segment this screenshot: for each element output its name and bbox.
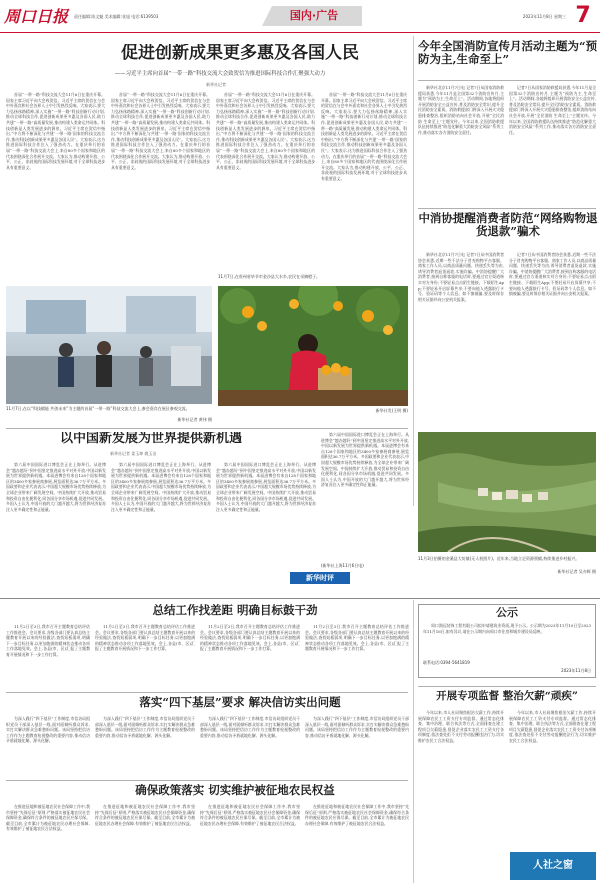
article3-headline: 中消协提醒消费者防范“网络购物退货退款”骗术 — [418, 212, 598, 239]
article2-col2: 记者7日从国家消防救援局获悉,今年11月是全国第32个消防宣传月,主题为“预防为主,生命至上”。活动期间,各地将组织开展消防安全公益宣传,普及消防安全常识,提升全民消防安全素质。消防救援部门将深入开展火灾隐患排查整治,组织消防站向社会开放,开展“全民消防 生命至上”主题宣传。今年以来,全国消防救援队伍持续推进“防范化解重大消防安全风险”系列工作,推动落实各方消防安全责任。 — [509, 85, 596, 135]
article3-body: 记者7日从中国消费者协会获悉,近期一些不法分子冒充购物平台客服、商家工作人员,以商品质量问题、快递丢失等为由,诱导消费者退货退款,实施诈骗。中消协提醒广大消费者,接到自称客服的电话时,要通过官方渠道核实对方身份;不要轻易点击陌生链接、下载陌生App;不要轻易开启屏幕共享;不要向他人透露银行卡号、验证码等个人信息。如不慎被骗,要及时保存相关证据并向公安机关报案。 — [418, 252, 504, 302]
article2-byline: 新华社北京11月7日电 — [426, 85, 465, 90]
column-tag-label: 人社之窗 — [533, 860, 573, 871]
article7-headline: 开展专项监督 整治欠薪“顽疾” — [436, 690, 578, 702]
page-number: 7 — [575, 3, 591, 28]
orange-photo-credit: 新华社发(王明 摄) — [375, 408, 408, 413]
article4-byline: 新华社记者 姜玉坤 姚玉洁 — [110, 451, 157, 456]
notice-title: 公示 — [496, 607, 518, 619]
article8-headline: 确保政策落实 切实维护被征地农民权益 — [135, 784, 335, 797]
masthead — [0, 0, 600, 34]
article8-col1: 在推进征地和被征地农民社会保障工作中,我市坚持“先保后征”原则,严格落实被征地农民社会保障资金,确保符合条件的被征地农民应保尽保。截至目前,全市累计为被征地农民办理社会保障,有效维护了被征地农民合法权益。 — [6, 804, 90, 832]
article2-rule — [418, 80, 596, 81]
orange-photo-caption: 11月7日,在贵州省毕节市金沙县大水乡,农民在采摘橙子。 — [218, 274, 321, 279]
lower-col-divider — [413, 600, 414, 883]
article1-col1: 首届“一带一路”科技交流大会11月6日在重庆开幕。国家主席习近平向大会致贺信。习近平主席的贺信在与会中外嘉宾和社会各界人士中引发热烈反响。大家表示,要大力弘扬丝路精神,深入实施“一带一路”科技创新行动计划,推动全球科技合作,促进创新成果更多惠及各国人民,助力共建“一带一路”高质量发展,推动构建人类命运共同体。科技创新是人类发展进步的源泉。习近平主席在贺信中指出,“中方将不断深化与共建‘一带一路’国家的科技交流合作,推动科技创新成果更多惠及各国人民”。大家表示,这为推进国际科技合作注入了强劲动力。在重庆举行的首届“一带一路”科技交流大会上,来自80多个国家和地区的代表围绕深化合作展开交流。大家认为,推动构建开放、公平、公正、非歧视的国际科技发展环境,对于全球科技进步具有重要意义。 — [6, 92, 105, 170]
article6-col3: 为深入践行“四下基层”工作制度,市信访局组织党员干部深入基层一线,面对面倾听群众诉求,实打实解决群众急难愁盼问题。该局坚持把信访工作作为主题教育检视整改的重要内容,推动信访矛盾就地化解、源头化解。 — [200, 716, 300, 738]
article7-top-rule — [418, 686, 596, 687]
masthead-rule — [0, 32, 600, 33]
village-photo-credit: 新华社记者 吴亦辉 摄 — [557, 569, 596, 574]
issue-date: 2023年11月8日 星期三 — [522, 14, 566, 19]
article2-headline: 今年全国消防宣传月活动主题为“预防为主,生命至上” — [418, 40, 598, 67]
article7-col2: 今年以来,市人社局聚焦根治欠薪工作,持续开展保障农民工工资支付专项监督。通过常态化排查、集中治理、联合执法等方式,全面排查在建工程项目欠薪隐患,督促企业落实农民工工资支付各项制度,依法查处拒不支付劳动报酬违法行为,切实维护农民工合法权益。 — [509, 710, 596, 743]
xinhua-commentary-tag — [290, 572, 350, 584]
article3-top-rule — [418, 208, 596, 209]
conference-photo-credit: 新华社记者 黄伟 摄 — [177, 417, 212, 422]
article6-col4: 为深入践行“四下基层”工作制度,市信访局组织党员干部深入基层一线,面对面倾听群众诉求,实打实解决群众急难愁盼问题。该局坚持把信访工作作为主题教育检视整改的重要内容,推动信访矛盾就地化解、源头化解。 — [305, 716, 409, 738]
article4-col2: 第六届中国国际进口博览会正在上海举行。从进博会“越办越好”到中国坚定推进高水平对外开放,中国以新发展为世界提供新机遇。本届进博会有来自128个国家和地区的3400多家参展商参展,展览面积达36.7万平方米。多国政要和企业代表表示,中国超大规模市场优势持续释放,为全球企业带来广阔发展空间。中国持续扩大开放,推动贸易和投资自由化便利化,同各国分享市场机遇,促进共同发展。多国人士认为,中国开放的大门越开越大,将为世界经济复苏注入更多确定性和正能量。 — [111, 462, 211, 512]
col-divider-right — [413, 36, 414, 506]
article5-col2: 11月2日至3日,我市召开主题教育总结评估工作推进会。会议要求,各级各部门要认真总结主题教育开展以来的经验做法,查找短板弱项,明确下一步目标任务,以更加饱满的精神状态推动各项工作落地见效。会上,各县(市、区)汇报了主题教育开展情况和下一步工作打算。 — [95, 624, 195, 652]
article8-col3: 在推进征地和被征地农民社会保障工作中,我市坚持“先保后征”原则,严格落实被征地农民社会保障资金,确保符合条件的被征地农民应保尽保。截至目前,全市累计为被征地农民办理社会保障,有效维护了被征地农民合法权益。 — [200, 804, 300, 826]
article2-body: 记者7日从国家消防救援局获悉,今年11月是全国第32个消防宣传月,主题为“预防为主,生命至上”。活动期间,各地将组织开展消防安全公益宣传,普及消防安全常识,提升全民消防安全素质。消防救援部门将深入开展火灾隐患排查整治,组织消防站向社会开放,开展“全民消防 生命至上”主题宣传。今年以来,全国消防救援队伍持续推进“防范化解重大消防安全风险”系列工作,推动落实各方消防安全责任。 — [418, 85, 504, 135]
article4-col4: 第六届中国国际进口博览会正在上海举行。从进博会“越办越好”到中国坚定推进高水平对外开放,中国以新发展为世界提供新机遇。本届进博会有来自128个国家和地区的3400多家参展商参展,展览面积达36.7万平方米。多国政要和企业代表表示,中国超大规模市场优势持续释放,为全球企业带来广阔发展空间。中国持续扩大开放,推动贸易和投资自由化便利化,同各国分享市场机遇,促进共同发展。多国人士认为,中国开放的大门越开越大,将为世界经济复苏注入更多确定性和正能量。 — [321, 432, 409, 488]
notice-body: 周口润远装饰工程有限公司拟申请建筑业资质,现予公示。公示期为2023年11月10日至2023年11月16日,如有异议,请在公示期内向周口市住房和城乡建设局反映。 — [423, 623, 591, 634]
xinhua-tag-label: 新华时评 — [306, 574, 334, 582]
newspaper-logo: 周口日报 — [4, 7, 69, 26]
notice-date: 2023年11月8日 — [561, 668, 591, 673]
orange-harvest-photo — [218, 286, 408, 406]
article5-headline: 总结工作找差距 明确目标鼓干劲 — [152, 604, 318, 617]
village-photo-caption: 11月3日拍摄的金溪县大坊镇(无人机照片)。近年来,当地立足资源禀赋,持续推进乡村振兴。 — [418, 556, 580, 561]
article5-col1: 11月2日至3日,我市召开主题教育总结评估工作推进会。会议要求,各级各部门要认真总结主题教育开展以来的经验做法,查找短板弱项,明确下一步目标任务,以更加饱满的精神状态推动各项工作落地见效。会上,各县(市、区)汇报了主题教育开展情况和下一步工作打算。 — [6, 624, 90, 657]
article8-col4: 在推进征地和被征地农民社会保障工作中,我市坚持“先保后征”原则,严格落实被征地农民社会保障资金,确保符合条件的被征地农民应保尽保。截至目前,全市累计为被征地农民办理社会保障,有效维护了被征地农民合法权益。 — [305, 804, 409, 826]
article4-dateline: (新华社上海11月6日电) — [321, 563, 364, 568]
conference-photo-art — [6, 286, 212, 404]
article5-col4: 11月2日至3日,我市召开主题教育总结评估工作推进会。会议要求,各级各部门要认真总结主题教育开展以来的经验做法,查找短板弱项,明确下一步目标任务,以更加饱满的精神状态推动各项工作落地见效。会上,各县(市、区)汇报了主题教育开展情况和下一步工作打算。 — [305, 624, 409, 652]
article1-col2: 首届“一带一路”科技交流大会11月6日在重庆开幕。国家主席习近平向大会致贺信。习近平主席的贺信在与会中外嘉宾和社会各界人士中引发热烈反响。大家表示,要大力弘扬丝路精神,深入实施“一带一路”科技创新行动计划,推动全球科技合作,促进创新成果更多惠及各国人民,助力共建“一带一路”高质量发展,推动构建人类命运共同体。科技创新是人类发展进步的源泉。习近平主席在贺信中指出,“中方将不断深化与共建‘一带一路’国家的科技交流合作,推动科技创新成果更多惠及各国人民”。大家表示,这为推进国际科技合作注入了强劲动力。在重庆举行的首届“一带一路”科技交流大会上,来自80多个国家和地区的代表围绕深化合作展开交流。大家认为,推动构建开放、公平、公正、非歧视的国际科技发展环境,对于全球科技进步具有重要意义。 — [111, 92, 210, 170]
article1-byline: 新华社记者 — [206, 82, 226, 87]
article5-col3: 11月2日至3日,我市召开主题教育总结评估工作推进会。会议要求,各级各部门要认真总结主题教育开展以来的经验做法,查找短板弱项,明确下一步目标任务,以更加饱满的精神状态推动各项工作落地见效。会上,各县(市、区)汇报了主题教育开展情况和下一步工作打算。 — [200, 624, 300, 652]
article1-col3: 首届“一带一路”科技交流大会11月6日在重庆开幕。国家主席习近平向大会致贺信。习近平主席的贺信在与会中外嘉宾和社会各界人士中引发热烈反响。大家表示,要大力弘扬丝路精神,深入实施“一带一路”科技创新行动计划,推动全球科技合作,促进创新成果更多惠及各国人民,助力共建“一带一路”高质量发展,推动构建人类命运共同体。科技创新是人类发展进步的源泉。习近平主席在贺信中指出,“中方将不断深化与共建‘一带一路’国家的科技交流合作,推动科技创新成果更多惠及各国人民”。大家表示,这为推进国际科技合作注入了强劲动力。在重庆举行的首届“一带一路”科技交流大会上,来自80多个国家和地区的代表围绕深化合作展开交流。大家认为,推动构建开放、公平、公正、非歧视的国际科技发展环境,对于全球科技进步具有重要意义。 — [216, 92, 315, 170]
orange-harvest-art — [218, 286, 408, 406]
conference-photo — [6, 286, 212, 404]
article6-top-rule — [6, 692, 408, 693]
article8-col2: 在推进征地和被征地农民社会保障工作中,我市坚持“先保后征”原则,严格落实被征地农民社会保障资金,确保符合条件的被征地农民应保尽保。截至目前,全市累计为被征地农民办理社会保障,有效维护了被征地农民合法权益。 — [95, 804, 195, 826]
article4-col3: 第六届中国国际进口博览会正在上海举行。从进博会“越办越好”到中国坚定推进高水平对外开放,中国以新发展为世界提供新机遇。本届进博会有来自128个国家和地区的3400多家参展商参展,展览面积达36.7万平方米。多国政要和企业代表表示,中国超大规模市场优势持续释放,为全球企业带来广阔发展空间。中国持续扩大开放,推动贸易和投资自由化便利化,同各国分享市场机遇,促进共同发展。多国人士认为,中国开放的大门越开越大,将为世界经济复苏注入更多确定性和正能量。 — [216, 462, 316, 512]
conference-photo-caption: 11月7日,在以“科技赋能 共创未来”为主题的首届“一带一路”科技交流大会上,参会嘉宾在展区参观交流。 — [6, 406, 190, 411]
article1-headline: 促进创新成果更多惠及各国人民 — [121, 44, 359, 63]
lower-section-rule — [0, 598, 600, 599]
article1-subheadline: ——习近平主席向首届“一带一路”科技交流大会致贺信为推进国际科技合作汇聚强大动力 — [114, 71, 326, 77]
article3-byline: 新华社北京11月7日电 — [426, 252, 465, 257]
article3-col1 — [418, 252, 504, 430]
article4-col1: 第六届中国国际进口博览会正在上海举行。从进博会“越办越好”到中国坚定推进高水平对外开放,中国以新发展为世界提供新机遇。本届进博会有来自128个国家和地区的3400多家参展商参展,展览面积达36.7万平方米。多国政要和企业代表表示,中国超大规模市场优势持续释放,为全球企业带来广阔发展空间。中国持续扩大开放,推动贸易和投资自由化便利化,同各国分享市场机遇,促进共同发展。多国人士认为,中国开放的大门越开越大,将为世界经济复苏注入更多确定性和正能量。 — [6, 462, 106, 512]
article4-top-rule — [6, 428, 408, 429]
notice-contact: 联系电话:0394-5641819 — [423, 660, 470, 665]
article6-col1: 为深入践行“四下基层”工作制度,市信访局组织党员干部深入基层一线,面对面倾听群众诉求,实打实解决群众急难愁盼问题。该局坚持把信访工作作为主题教育检视整改的重要内容,推动信访矛盾就地化解、源头化解。 — [6, 716, 90, 744]
notice-box — [418, 604, 596, 678]
village-photo — [418, 432, 596, 552]
village-photo-art — [418, 432, 596, 552]
article8-top-rule — [6, 780, 408, 781]
article1-col4: 首届“一带一路”科技交流大会11月6日在重庆开幕。国家主席习近平向大会致贺信。习近平主席的贺信在与会中外嘉宾和社会各界人士中引发热烈反响。大家表示,要大力弘扬丝路精神,深入实施“一带一路”科技创新行动计划,推动全球科技合作,促进创新成果更多惠及各国人民,助力共建“一带一路”高质量发展,推动构建人类命运共同体。科技创新是人类发展进步的源泉。习近平主席在贺信中指出,“中方将不断深化与共建‘一带一路’国家的科技交流合作,推动科技创新成果更多惠及各国人民”。大家表示,这为推进国际科技合作注入了强劲动力。在重庆举行的首届“一带一路”科技交流大会上,来自80多个国家和地区的代表围绕深化合作展开交流。大家认为,推动构建开放、公平、公正、非歧视的国际科技发展环境,对于全球科技进步具有重要意义。 — [321, 92, 407, 181]
article3-col2: 记者7日从中国消费者协会获悉,近期一些不法分子冒充购物平台客服、商家工作人员,以商品质量问题、快递丢失等为由,诱导消费者退货退款,实施诈骗。中消协提醒广大消费者,接到自称客服的电话时,要通过官方渠道核实对方身份;不要轻易点击陌生链接、下载陌生App;不要轻易开启屏幕共享;不要向他人透露银行卡号、验证码等个人信息。如不慎被骗,要及时保存相关证据并向公安机关报案。 — [509, 252, 596, 297]
article6-col2: 为深入践行“四下基层”工作制度,市信访局组织党员干部深入基层一线,面对面倾听群众诉求,实打实解决群众急难愁盼问题。该局坚持把信访工作作为主题教育检视整改的重要内容,推动信访矛盾就地化解、源头化解。 — [95, 716, 195, 738]
article2-col1 — [418, 85, 504, 205]
column-tag-box — [510, 852, 596, 880]
article6-headline: 落实“四下基层”要求 解决信访实出问题 — [139, 696, 341, 709]
section-title: 国内·广告 — [289, 9, 339, 22]
article4-headline: 以中国新发展为世界提供新机遇 — [60, 432, 243, 446]
article7-col1: 今年以来,市人社局聚焦根治欠薪工作,持续开展保障农民工工资支付专项监督。通过常态化排查、集中治理、联合执法等方式,全面排查在建工程项目欠薪隐患,督促企业落实农民工工资支付各项制度,依法查处拒不支付劳动报酬违法行为,切实维护农民工合法权益。 — [418, 710, 504, 743]
staff-line: 责任编辑:陈文魁 美术编辑:张旭 电话:6139503 — [74, 14, 159, 19]
